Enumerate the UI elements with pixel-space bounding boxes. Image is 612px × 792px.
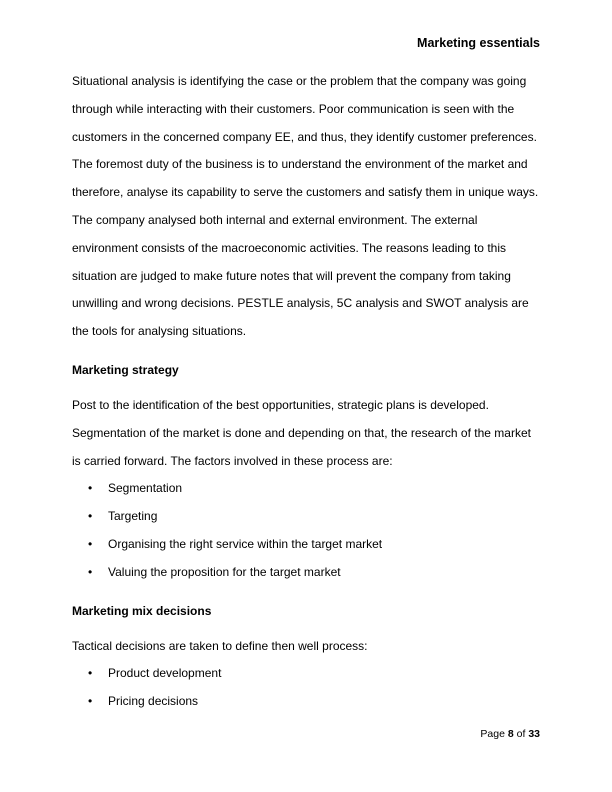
page-number-footer [480,728,540,740]
paragraph-line: situation are judged to make future notes that will prevent the company from taking [72,268,511,283]
bullet-icon: • [88,481,93,496]
marketing-mix-paragraph: Tactical decisions are taken to define then well process: [72,638,368,653]
list-item-label: Product development [108,666,222,681]
current-page-number: 8 [507,728,514,740]
marketing-strategy-paragraph [72,392,542,475]
paragraph-line: is carried forward. The factors involved in these process are: [72,453,393,468]
list-item [72,531,542,559]
paragraph-line: through while interacting with their customers. Poor communication is seen with the [72,101,515,116]
page-of-label: of [516,728,526,740]
list-item [72,660,542,688]
list-item-label: Valuing the proposition for the target market [108,564,341,579]
list-item [72,559,542,587]
bullet-icon: • [88,564,93,579]
paragraph-line: environment consists of the macroeconomic activities. The reasons leading to this [72,240,506,255]
marketing-strategy-list [72,475,542,586]
paragraph-line: Post to the identification of the best opportunities, strategic plans is developed. [72,397,489,412]
bullet-icon: • [88,509,93,524]
list-item [72,503,542,531]
list-item-label: Segmentation [108,481,183,496]
paragraph-line: Segmentation of the market is done and depending on that, the research of the market [72,425,531,440]
paragraph-line: The foremost duty of the business is to understand the environment of the market and [72,157,528,172]
paragraph-line: unwilling and wrong decisions. PESTLE analysis, 5C analysis and SWOT analysis are [72,296,529,311]
marketing-mix-heading: Marketing mix decisions [72,603,212,618]
header-title: Marketing essentials [417,36,540,50]
bullet-icon: • [88,694,93,709]
list-item-label: Targeting [108,509,158,524]
page-content [72,68,542,716]
total-page-count: 33 [528,728,540,740]
list-item-label: Organising the right service within the target market [108,536,383,551]
paragraph-line: The company analysed both internal and external environment. The external [72,212,478,227]
bullet-icon: • [88,666,93,681]
paragraph-line: customers in the concerned company EE, and thus, they identify customer preferences. [72,129,537,144]
bullet-icon: • [88,536,93,551]
situational-analysis-paragraph [72,68,542,346]
paragraph-line: Situational analysis is identifying the case or the problem that the company was going [72,74,527,88]
page-prefix: Page [480,728,505,740]
list-item [72,688,542,716]
marketing-mix-list [72,660,542,716]
marketing-strategy-heading: Marketing strategy [72,362,179,377]
paragraph-line: the tools for analysing situations. [72,324,247,339]
list-item-label: Pricing decisions [108,694,199,709]
paragraph-line: therefore, analyse its capability to serve the customers and satisfy them in unique ways. [72,185,539,200]
list-item [72,475,542,503]
